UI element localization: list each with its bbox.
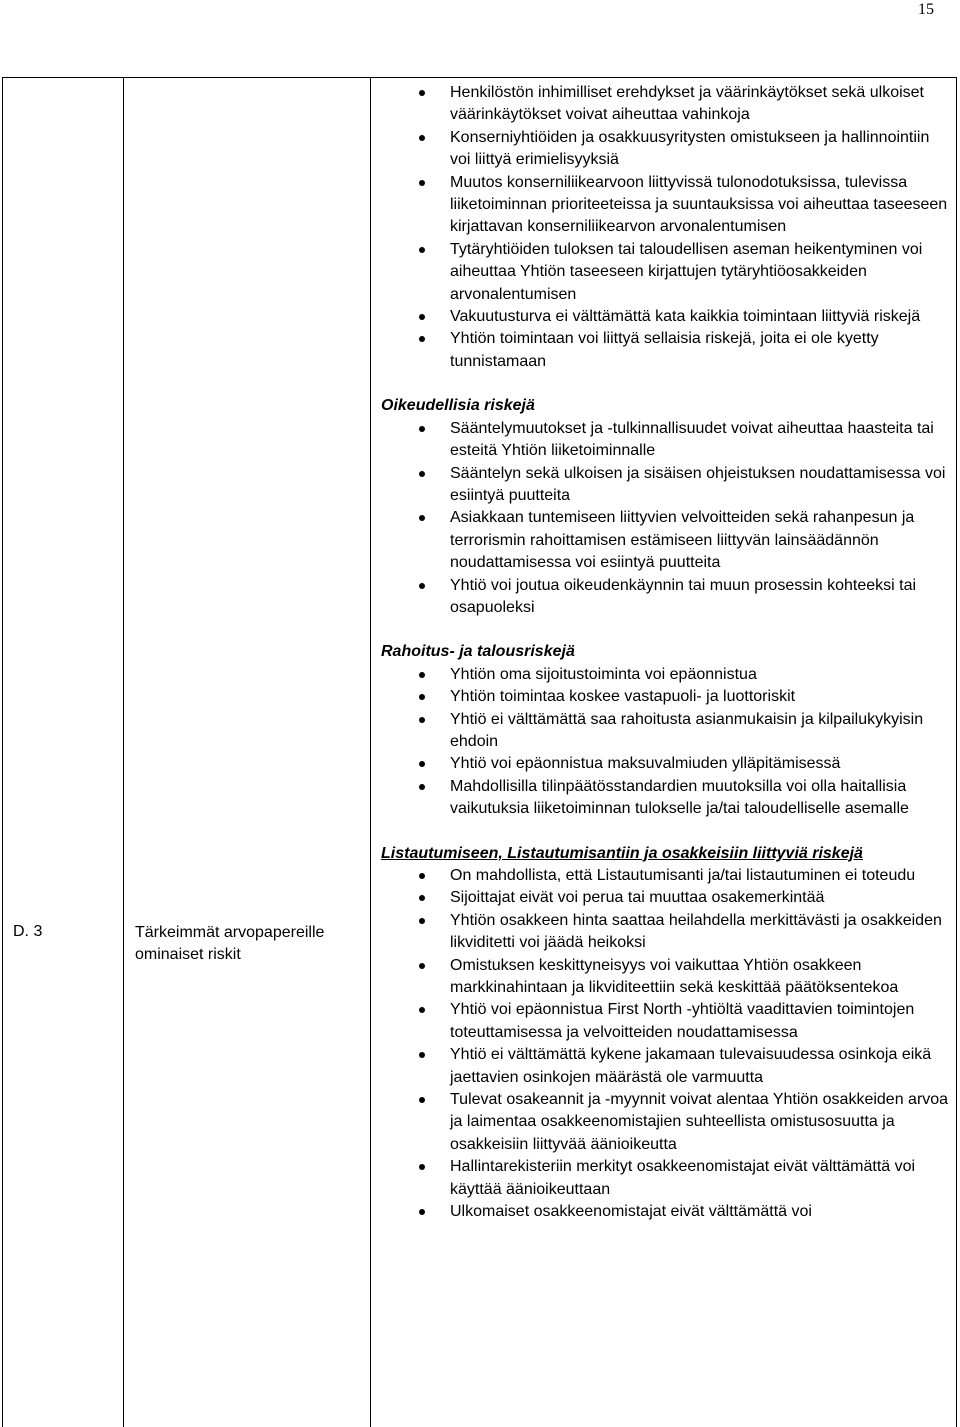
bullet-icon [419,426,425,432]
list-item-text: Yhtiö voi epäonnistua First North -yhtiöltä vaadittavien toimintojen toteuttamisessa ja velvoitteiden noudattamisessa [450,1001,915,1041]
risk-list [381,664,953,821]
list-item [381,239,953,306]
bullet-icon [419,672,425,678]
list-item-text: Tytäryhtiöiden tuloksen tai taloudellisen aseman heikentyminen voi aiheuttaa Yhtiön taseeseen kirjattujen tytäryhtiöosakkeiden arvonalentumisen [450,240,923,303]
column-divider [123,78,124,1427]
bullet-icon [419,1007,425,1013]
list-item [381,172,953,239]
bullet-icon [419,135,425,141]
bullet-icon [419,717,425,723]
list-item-text: Konserniyhtiöiden ja osakkuusyritysten omistukseen ja hallinnointiin voi liittyä erimielisyyksiä [450,128,930,169]
bullet-icon [419,895,425,901]
list-item [381,709,953,754]
list-item-text: Yhtiö ei välttämättä kykene jakamaan tulevaisuudessa osinkoja eikä jaettavien osinkojen määrästä ole varmuutta [450,1046,932,1086]
list-item [381,686,953,708]
list-item-text: Vakuutusturva ei välttämättä kata kaikkia toimintaan liittyviä riskejä [450,308,921,326]
list-item [381,1089,953,1156]
list-item [381,575,953,620]
list-item [381,753,953,775]
row-id: D. 3 [13,923,43,940]
bullet-icon [419,918,425,924]
row-label: Tärkeimmät arvopapereille ominaiset riskit [135,924,325,963]
list-item-text: Omistuksen keskittyneisyys voi vaikuttaa Yhtiön osakkeen markkinahintaan ja likviditeettiin sekä keskittää päätöksentekoa [450,956,899,997]
list-item [381,910,953,955]
list-item [381,1201,953,1223]
bullet-icon [419,247,425,253]
list-item-text: Yhtiön toimintaan voi liittyä sellaisia riskejä, joita ei ole kyetty tunnistamaan [450,330,879,370]
section-heading: Listautumiseen, Listautumisantiin ja osakkeisiin liittyviä riskejä [381,844,863,862]
risk-content [381,82,953,1224]
list-item [381,1044,953,1089]
section-heading: Rahoitus- ja talousriskejä [381,643,575,661]
bullet-icon [419,515,425,521]
bullet-icon [419,1097,425,1103]
summary-table [2,77,957,1427]
list-item-text: Yhtiö ei välttämättä saa rahoitusta asianmukaisin ja kilpailukykyisin ehdoin [450,710,924,750]
list-item [381,955,953,1000]
bullet-icon [419,873,425,879]
section-heading: Oikeudellisia riskejä [381,397,535,415]
list-item [381,127,953,172]
bullet-icon [419,471,425,477]
list-item-text: Asiakkaan tuntemiseen liittyvien velvoitteiden sekä rahanpesun ja terrorismin rahoittamisen estämiseen liittyvän lainsäädännön noudattamisessa voi esiintyä puutteita [450,509,915,572]
list-item-text: Ulkomaiset osakkeenomistajat eivät välttämättä voi [450,1203,812,1221]
bullet-icon [419,180,425,186]
risk-list [381,865,953,1224]
risk-list [381,418,953,620]
list-item-text: Henkilöstön inhimilliset erehdykset ja väärinkäytökset sekä ulkoiset väärinkäytökset voivat aiheuttaa vahinkoja [450,84,924,124]
risk-section [381,395,953,619]
list-item [381,776,953,821]
bullet-icon [419,1164,425,1170]
risk-section [381,641,953,820]
list-item-text: Yhtiön toimintaa koskee vastapuoli- ja luottoriskit [450,688,796,706]
bullet-icon [419,694,425,700]
list-item [381,306,953,328]
bullet-icon [419,784,425,790]
bullet-icon [419,314,425,320]
list-item [381,507,953,574]
list-item-text: Sääntelymuutokset ja -tulkinnallisuudet voivat aiheuttaa haasteita tai esteitä Yhtiön liiketoiminnalle [450,419,934,460]
list-item-text: Mahdollisilla tilinpäätösstandardien muutoksilla voi olla haitallisia vaikutuksia liiketoiminnan tulokselle ja/tai taloudelliselle asemalle [450,777,909,818]
list-item [381,664,953,686]
list-item [381,463,953,508]
list-item-text: Yhtiön oma sijoitustoiminta voi epäonnistua [450,665,757,683]
risk-section [381,82,953,373]
column-divider [370,78,371,1427]
list-item-text: Muutos konserniliikearvoon liittyvissä tulonodotuksissa, tulevissa liiketoiminnan prioriteeteissa ja suuntauksissa voi aiheuttaa taseeseen kirjattavan konserniliikearvon arvonalentumisen [450,173,948,236]
list-item [381,328,953,373]
page-number: 15 [918,1,934,18]
list-item-text: Tulevat osakeannit ja -myynnit voivat alentaa Yhtiön osakkeiden arvoa ja laimentaa osakkeenomistajien suhteellista omistusosuutta ja osakkeisiin liittyvää äänioikeutta [450,1091,949,1153]
list-item-text: Sääntelyn sekä ulkoisen ja sisäisen ohjeistuksen noudattamisessa voi esiintyä puutteita [450,464,946,504]
list-item-text: Yhtiö voi epäonnistua maksuvalmiuden ylläpitämisessä [450,755,841,773]
bullet-icon [419,761,425,767]
list-item [381,82,953,127]
list-item [381,418,953,463]
bullet-icon [419,90,425,96]
risk-list [381,82,953,373]
risk-section [381,843,953,1224]
list-item [381,887,953,909]
list-item [381,999,953,1044]
list-item-text: Hallintarekisteriin merkityt osakkeenomistajat eivät välttämättä voi käyttää äänioikeuttaan [450,1158,916,1198]
list-item [381,1156,953,1201]
bullet-icon [419,583,425,589]
bullet-icon [419,336,425,342]
list-item-text: Sijoittajat eivät voi perua tai muuttaa osakemerkintää [450,889,825,907]
bullet-icon [419,963,425,969]
list-item-text: Yhtiö voi joutua oikeudenkäynnin tai muun prosessin kohteeksi tai osapuoleksi [450,576,917,616]
list-item-text: Yhtiön osakkeen hinta saattaa heilahdella merkittävästi ja osakkeiden likviditetti voi jäädä heikoksi [450,911,942,952]
list-item-text: On mahdollista, että Listautumisanti ja/tai listautuminen ei toteudu [450,867,916,884]
bullet-icon [419,1052,425,1058]
list-item [381,865,953,887]
bullet-icon [419,1209,425,1215]
